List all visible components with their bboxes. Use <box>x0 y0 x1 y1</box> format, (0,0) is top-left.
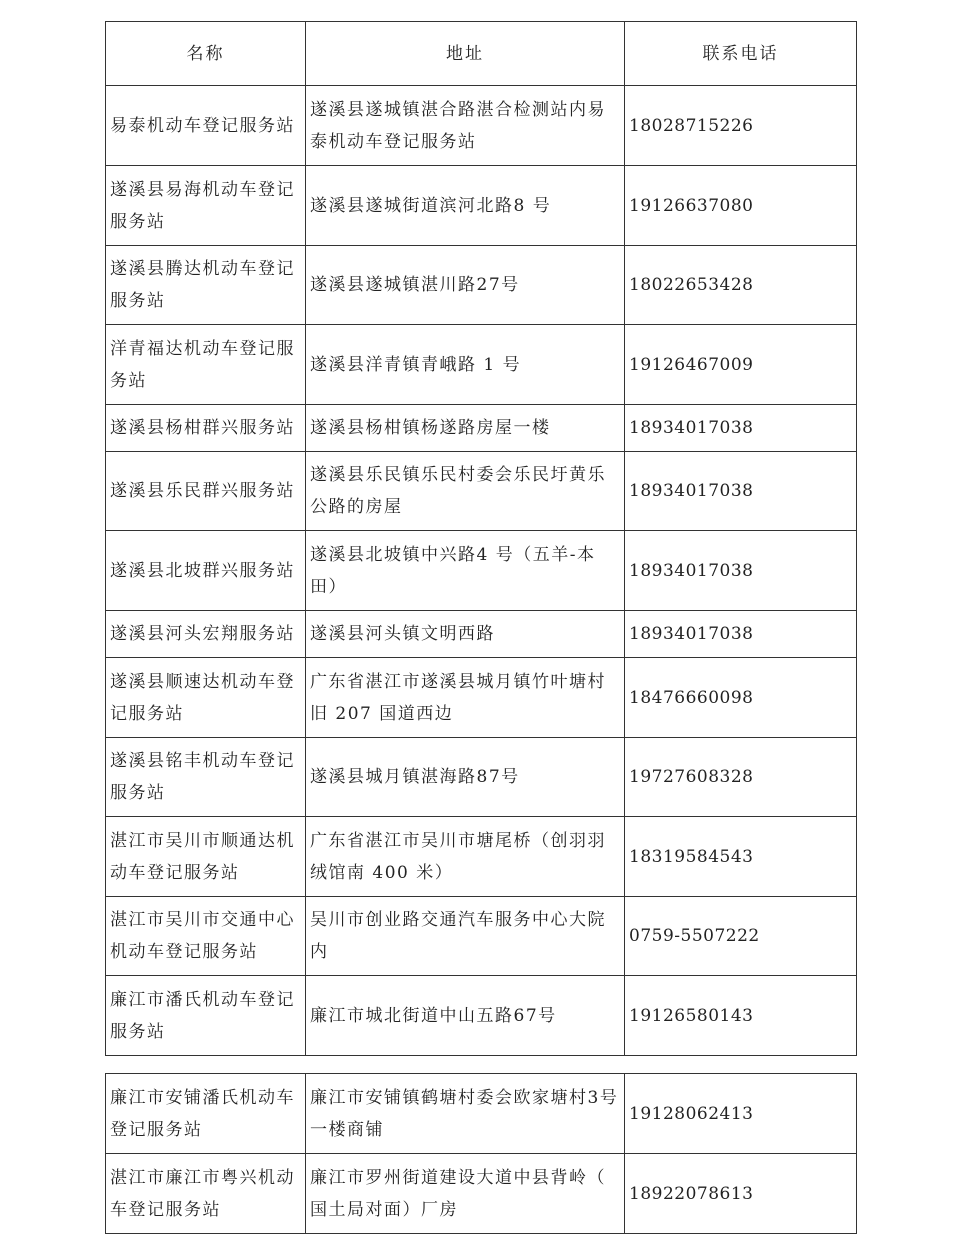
phone-cell: 19126637080 <box>625 166 857 246</box>
phone-cell: 18934017038 <box>625 531 857 611</box>
station-name-cell: 洋青福达机动车登记服务站 <box>106 325 306 405</box>
table-row <box>106 405 857 452</box>
address-cell: 廉江市罗州街道建设大道中县背岭（ 国土局对面）厂房 <box>306 1154 625 1234</box>
address-cell: 遂溪县杨柑镇杨遂路房屋一楼 <box>306 405 625 452</box>
phone-cell: 19126580143 <box>625 976 857 1056</box>
address-cell: 廉江市城北街道中山五路67号 <box>306 976 625 1056</box>
table-row <box>106 166 857 246</box>
address-cell: 廉江市安铺镇鹤塘村委会欧家塘村3号一楼商铺 <box>306 1074 625 1154</box>
phone-cell: 19727608328 <box>625 738 857 817</box>
header-name: 名称 <box>106 22 306 86</box>
table-row <box>106 611 857 658</box>
table-row <box>106 976 857 1056</box>
table-row <box>106 86 857 166</box>
station-name-cell: 遂溪县杨柑群兴服务站 <box>106 405 306 452</box>
station-name-cell: 湛江市吴川市交通中心机动车登记服务站 <box>106 897 306 976</box>
address-cell: 遂溪县遂城镇湛川路27号 <box>306 246 625 325</box>
table-row <box>106 246 857 325</box>
station-name-cell: 遂溪县河头宏翔服务站 <box>106 611 306 658</box>
station-name-cell: 遂溪县铭丰机动车登记服务站 <box>106 738 306 817</box>
station-name-cell: 湛江市廉江市粤兴机动车登记服务站 <box>106 1154 306 1234</box>
phone-cell: 18028715226 <box>625 86 857 166</box>
table-row <box>106 325 857 405</box>
phone-cell: 18934017038 <box>625 405 857 452</box>
station-name-cell: 遂溪县北坡群兴服务站 <box>106 531 306 611</box>
service-station-table-continued <box>105 1073 857 1234</box>
table-row <box>106 817 857 897</box>
address-cell: 吴川市创业路交通汽车服务中心大院内 <box>306 897 625 976</box>
address-cell: 遂溪县遂城镇湛合路湛合检测站内易泰机动车登记服务站 <box>306 86 625 166</box>
station-name-cell: 廉江市潘氏机动车登记服务站 <box>106 976 306 1056</box>
table-row <box>106 1154 857 1234</box>
phone-cell: 18476660098 <box>625 658 857 738</box>
table-row <box>106 531 857 611</box>
header-address: 地址 <box>306 22 625 86</box>
phone-cell: 19128062413 <box>625 1074 857 1154</box>
address-cell: 遂溪县洋青镇青峨路 1 号 <box>306 325 625 405</box>
phone-cell: 0759-5507222 <box>625 897 857 976</box>
table-row <box>106 658 857 738</box>
station-name-cell: 遂溪县易海机动车登记服务站 <box>106 166 306 246</box>
address-cell: 遂溪县河头镇文明西路 <box>306 611 625 658</box>
phone-cell: 18934017038 <box>625 611 857 658</box>
station-name-cell: 遂溪县腾达机动车登记服务站 <box>106 246 306 325</box>
station-name-cell: 湛江市吴川市顺通达机动车登记服务站 <box>106 817 306 897</box>
service-station-table <box>105 21 857 1056</box>
phone-cell: 18922078613 <box>625 1154 857 1234</box>
station-name-cell: 遂溪县乐民群兴服务站 <box>106 452 306 531</box>
station-name-cell: 遂溪县顺速达机动车登记服务站 <box>106 658 306 738</box>
table-row <box>106 452 857 531</box>
address-cell: 广东省湛江市遂溪县城月镇竹叶塘村旧 207 国道西边 <box>306 658 625 738</box>
address-cell: 遂溪县北坡镇中兴路4 号（五羊-本田） <box>306 531 625 611</box>
table-row <box>106 738 857 817</box>
address-cell: 遂溪县城月镇湛海路87号 <box>306 738 625 817</box>
header-phone: 联系电话 <box>625 22 857 86</box>
phone-cell: 18319584543 <box>625 817 857 897</box>
phone-cell: 18934017038 <box>625 452 857 531</box>
address-cell: 遂溪县乐民镇乐民村委会乐民圩黄乐公路的房屋 <box>306 452 625 531</box>
phone-cell: 18022653428 <box>625 246 857 325</box>
address-cell: 遂溪县遂城街道滨河北路8 号 <box>306 166 625 246</box>
table-row <box>106 1074 857 1154</box>
station-name-cell: 易泰机动车登记服务站 <box>106 86 306 166</box>
table-header-row <box>106 22 857 86</box>
phone-cell: 19126467009 <box>625 325 857 405</box>
station-name-cell: 廉江市安铺潘氏机动车登记服务站 <box>106 1074 306 1154</box>
table-row <box>106 897 857 976</box>
address-cell: 广东省湛江市吴川市塘尾桥（创羽羽绒馆南 400 米） <box>306 817 625 897</box>
